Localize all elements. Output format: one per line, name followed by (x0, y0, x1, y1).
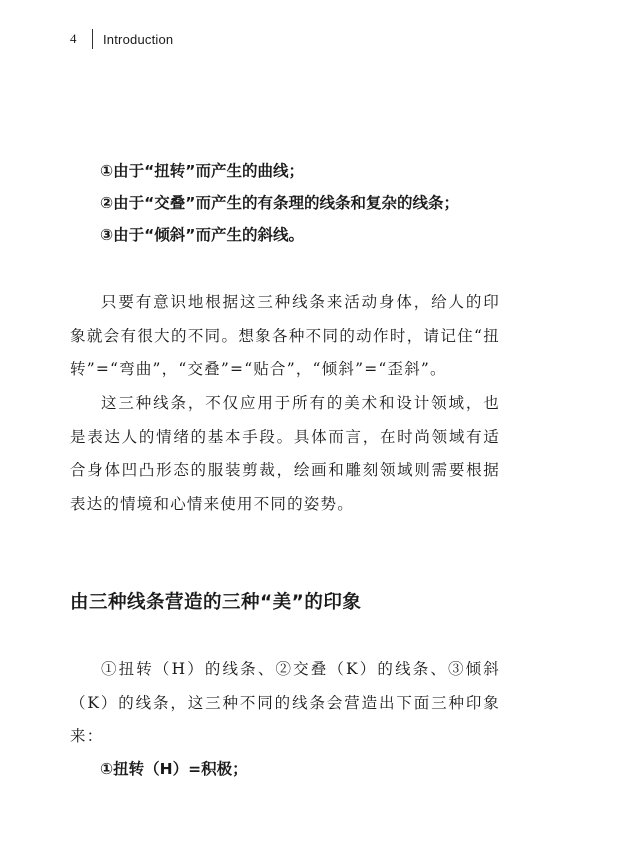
section-heading: 由三种线条营造的三种“美”的印象 (70, 592, 362, 613)
line-type-list (100, 158, 459, 254)
running-header (70, 28, 173, 50)
impression-list (100, 756, 248, 788)
running-title: Introduction (103, 31, 174, 47)
list-item: ①由于“扭转”而产生的曲线； (100, 162, 304, 180)
page-number: 4 (70, 31, 77, 46)
list-item: ③由于“倾斜”而产生的斜线。 (100, 226, 304, 244)
section-paragraph: ①扭转（H）的线条、②交叠（K）的线条、③倾斜（K）的线条，这三种不同的线条会营造出下面三种印象来： (70, 660, 500, 745)
body-paragraph: 这三种线条，不仅应用于所有的美术和设计领域，也是表达人的情绪的基本手段。具体而言，在时尚领域有适合身体凹凸形态的服装剪裁，绘画和雕刻领域则需要根据表达的情境和心情来使用不同的姿势。 (70, 394, 500, 513)
list-item: ②由于“交叠”而产生的有条理的线条和复杂的线条； (100, 194, 459, 212)
body-paragraph: 只要有意识地根据这三种线条来活动身体，给人的印象就会有很大的不同。想象各种不同的动作时，请记住“扭转”=“弯曲”，“交叠”=“贴合”，“倾斜”=“歪斜”。 (70, 293, 500, 378)
list-item: ①扭转（H）=积极； (100, 760, 248, 778)
header-divider (92, 29, 93, 49)
